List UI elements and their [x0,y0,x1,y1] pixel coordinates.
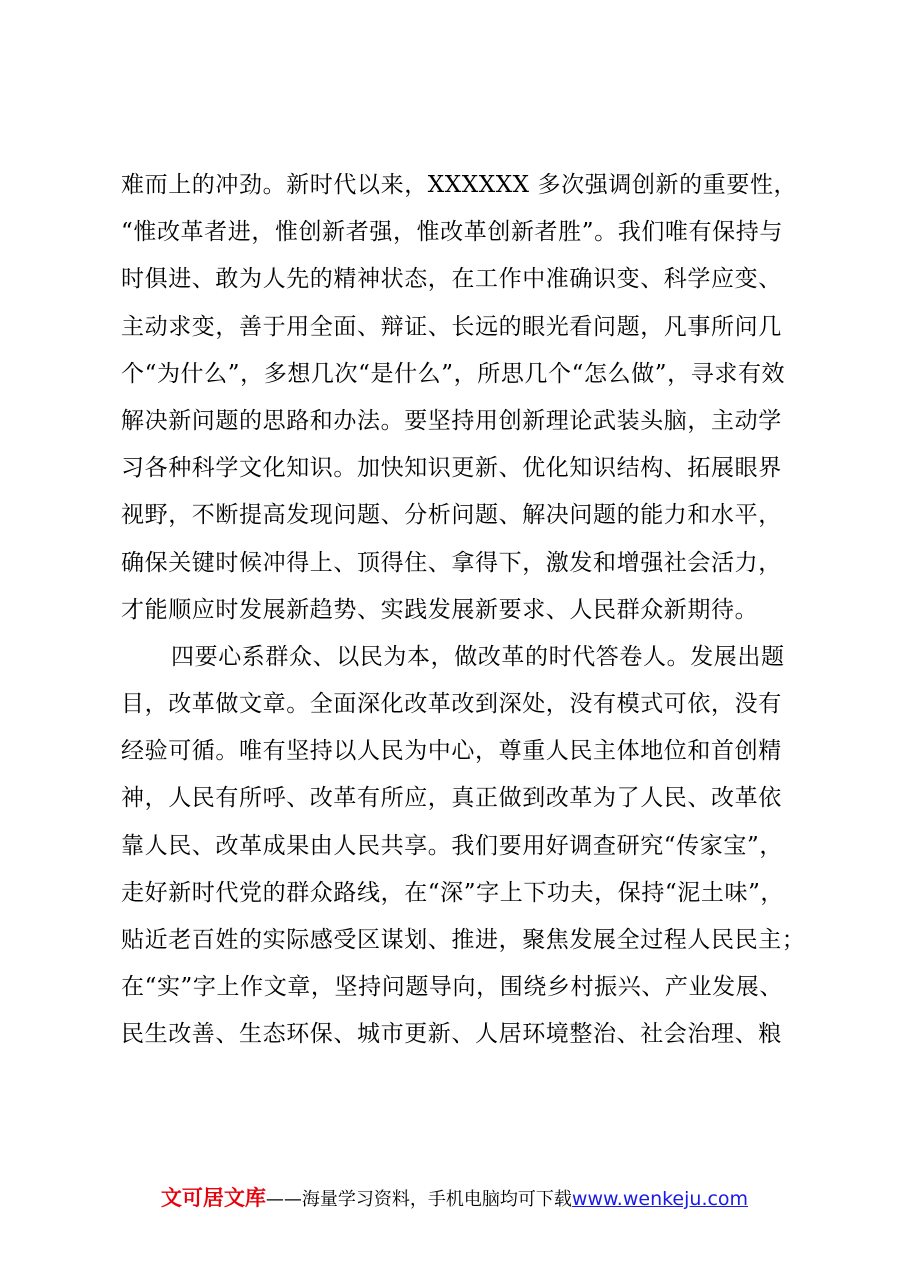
text-line: 靠人民、改革成果由人民共享。我们要用好调查研究“传家宝”， [121,832,783,859]
text-line: 目，改革做文章。全面深化改革改到深处，没有模式可依，没有 [121,691,782,718]
text-line: 解决新问题的思路和办法。要坚持用创新理论武装头脑，主动学 [121,407,782,434]
text-line: 难而上的冲劲。新时代以来，XXXXXX 多次强调创新的重要性， [121,172,798,198]
text-line: 确保关键时候冲得上、顶得住、拿得下，激发和增强社会活力， [121,549,782,576]
text-line: 视野，不断提高发现问题、分析问题、解决问题的能力和水平， [121,502,782,529]
text-line: 在“实”字上作文章，坚持问题导向，围绕乡村振兴、产业发展、 [121,974,783,1001]
footer-banner [0,1182,909,1212]
text-line: 才能顺应时发展新趋势、实践发展新要求、人民群众新期待。 [121,596,759,623]
document-body [121,162,806,1059]
footer-brand: 文可居文库 [160,1186,266,1210]
text-line: “惟改革者进，惟创新者强，惟改革创新者胜”。我们唯有保持与 [121,219,783,246]
text-line: 神，人民有所呼、改革有所应，真正做到改革为了人民、改革依 [121,785,782,812]
text-line: 时俱进、敢为人先的精神状态，在工作中准确识变、科学应变、 [121,266,782,293]
footer-url-link[interactable]: www.wenkeju.com [571,1188,749,1210]
text-line: 走好新时代党的群众路线，在“深”字上下功夫，保持“泥土味”， [121,879,785,906]
text-line: 经验可循。唯有坚持以人民为中心，尊重人民主体地位和首创精 [121,738,782,765]
footer-tagline: ——海量学习资料，手机电脑均可下载 [265,1189,572,1210]
text-line: 个“为什么”，多想几次“是什么”，所思几个“怎么做”，寻求有效 [121,360,786,387]
text-line: 主动求变，善于用全面、辩证、长远的眼光看问题，凡事所问几 [121,313,782,340]
text-line: 民生改善、生态环保、城市更新、人居环境整治、社会治理、粮 [121,1021,782,1048]
text-line: 贴近老百姓的实际感受区谋划、推进，聚焦发展全过程人民民主； [121,927,806,953]
paragraph-start-line: 四要心系群众、以民为本，做改革的时代答卷人。发展出题 [171,643,785,670]
text-line: 习各种科学文化知识。加快知识更新、优化知识结构、拓展眼界 [121,455,782,482]
